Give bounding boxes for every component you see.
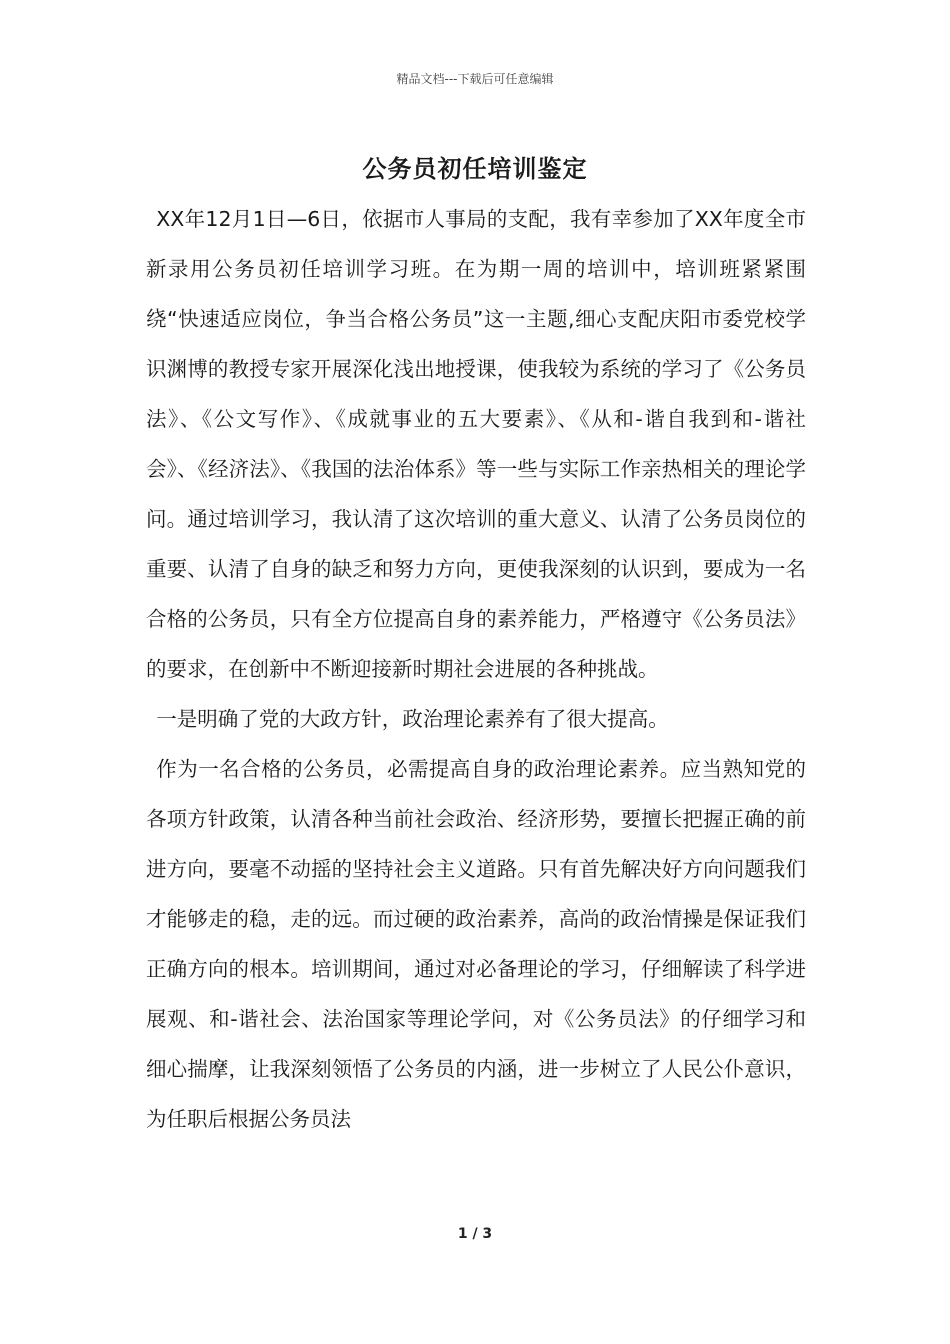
document-body xyxy=(146,194,806,1144)
page-number: 1 / 3 xyxy=(457,1226,493,1242)
paragraph-section-heading: 一是明确了党的大政方针，政治理论素养有了很大提高。 xyxy=(156,707,669,731)
paragraph-intro: XX年12月1日—6日，依据市人事局的支配，我有幸参加了XX年度全市新录用公务员初任培训学习班。在为期一周的培训中，培训班紧紧围绕“快速适应岗位，争当合格公务员”这一主题,细心支配庆阳市委党校学识渊博的教授专家开展深化浅出地授课，使我较为系统的学习了《公务员法》、《公文写作》、《成就事业的五大要素》、《从和-谐自我到和-谐社会》、《经济法》、《我国的法治体系》等一些与实际工作亲热相关的理论学问。通过培训学习，我认清了这次培训的重大意义、认清了公务员岗位的重要、认清了自身的缺乏和努力方向，更使我深刻的认识到，要成为一名合格的公务员，只有全方位提高自身的素养能力，严格遵守《公务员法》的要求，在创新中不断迎接新时期社会进展的各种挑战。 xyxy=(146,207,806,681)
page-header: 精品文档---下载后可任意编辑 xyxy=(396,72,554,86)
paragraph-section-body: 作为一名合格的公务员，必需提高自身的政治理论素养。应当熟知党的各项方针政策，认清各种当前社会政治、经济形势，要擅长把握正确的前进方向，要毫不动摇的坚持社会主义道路。只有首先解决好方向问题我们才能够走的稳，走的远。而过硬的政治素养，高尚的政治情操是保证我们正确方向的根本。培训期间，通过对必备理论的学习，仔细解读了科学进展观、和-谐社会、法治国家等理论学问，对《公务员法》的仔细学习和细心揣摩，让我深刻领悟了公务员的内涵，进一步树立了人民公仆意识，为任职后根据公务员法 xyxy=(146,757,806,1131)
document-title: 公务员初任培训鉴定 xyxy=(362,155,588,183)
